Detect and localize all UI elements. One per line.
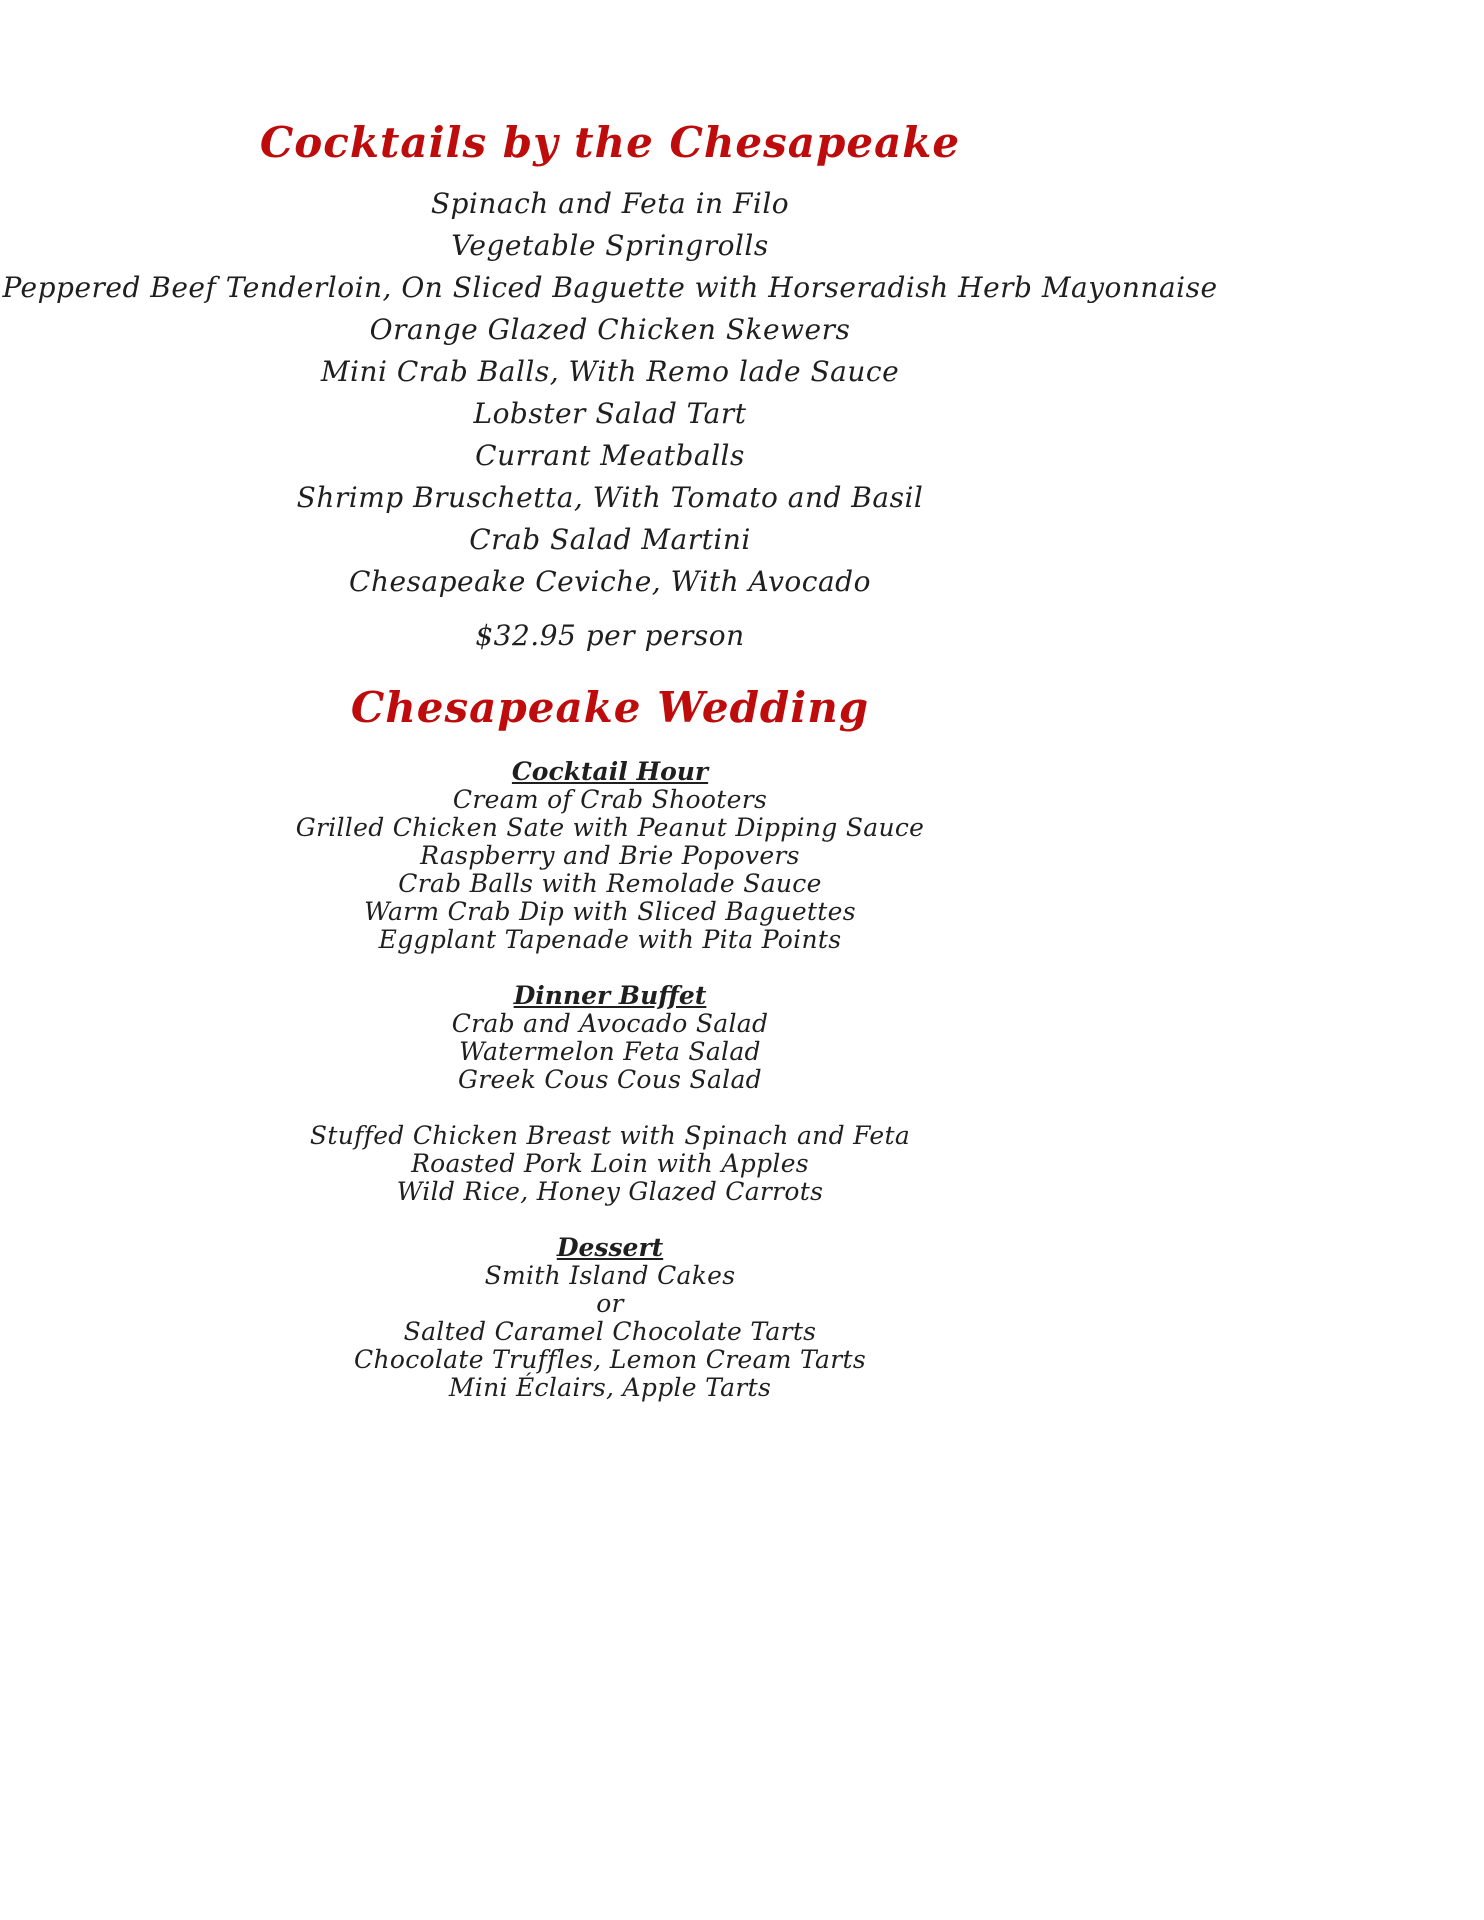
dessert-subsection <box>0 1234 1220 1402</box>
menu-item: Spinach and Feta in Filo <box>430 187 790 220</box>
menu-item: Wild Rice, Honey Glazed Carrots <box>396 1177 824 1206</box>
cocktails-section-title: Cocktails by the Chesapeake <box>259 118 961 167</box>
menu-item: Crab Salad Martini <box>469 523 751 556</box>
menu-item: Chesapeake Ceviche, With Avocado <box>349 565 871 598</box>
menu-content <box>0 118 1220 1430</box>
menu-item: Chocolate Truffles, Lemon Cream Tarts <box>354 1345 866 1374</box>
menu-item: Stuffed Chicken Breast with Spinach and Feta <box>309 1121 911 1150</box>
menu-item: Orange Glazed Chicken Skewers <box>369 313 851 346</box>
cocktail-hour-heading: Cocktail Hour <box>511 757 709 786</box>
spacer <box>0 1094 1220 1122</box>
cocktail-hour-item-list <box>0 786 1220 954</box>
cocktails-item-list <box>0 183 1220 603</box>
menu-item: Peppered Beef Tenderloin, On Sliced Baguette with Horseradish Herb Mayonnaise <box>2 271 1218 304</box>
menu-item: Mini Crab Balls, With Remo lade Sauce <box>320 355 900 388</box>
menu-item: Greek Cous Cous Salad <box>458 1065 762 1094</box>
cocktail-hour-subsection <box>0 758 1220 954</box>
dinner-buffet-salads-list <box>0 1010 1220 1094</box>
menu-item: Currant Meatballs <box>475 439 745 472</box>
wedding-section-title: Chesapeake Wedding <box>350 683 870 732</box>
dessert-item-list <box>0 1262 1220 1402</box>
menu-item: Roasted Pork Loin with Apples <box>411 1149 809 1178</box>
menu-item: Watermelon Feta Salad <box>459 1037 761 1066</box>
price-per-person: $32.95 per person <box>475 619 745 652</box>
menu-item: Crab Balls with Remolade Sauce <box>398 869 822 898</box>
menu-item: Shrimp Bruschetta, With Tomato and Basil <box>296 481 924 514</box>
menu-item: Mini Éclairs, Apple Tarts <box>448 1373 772 1402</box>
dinner-buffet-entrees-list <box>0 1122 1220 1206</box>
dinner-buffet-heading: Dinner Buffet <box>513 981 707 1010</box>
dessert-heading: Dessert <box>556 1233 664 1262</box>
menu-item: or <box>596 1289 624 1318</box>
menu-item: Crab and Avocado Salad <box>451 1009 769 1038</box>
cocktails-section <box>0 118 1220 657</box>
dinner-buffet-subsection <box>0 982 1220 1206</box>
menu-item: Salted Caramel Chocolate Tarts <box>403 1317 817 1346</box>
menu-item: Raspberry and Brie Popovers <box>420 841 800 870</box>
wedding-section <box>0 683 1220 1402</box>
menu-item: Warm Crab Dip with Sliced Baguettes <box>364 897 856 926</box>
menu-item: Grilled Chicken Sate with Peanut Dipping Sauce <box>295 813 925 842</box>
menu-item: Eggplant Tapenade with Pita Points <box>378 925 842 954</box>
menu-item: Smith Island Cakes <box>484 1261 736 1290</box>
menu-item: Cream of Crab Shooters <box>452 785 768 814</box>
menu-item: Vegetable Springrolls <box>451 229 769 262</box>
menu-item: Lobster Salad Tart <box>473 397 747 430</box>
